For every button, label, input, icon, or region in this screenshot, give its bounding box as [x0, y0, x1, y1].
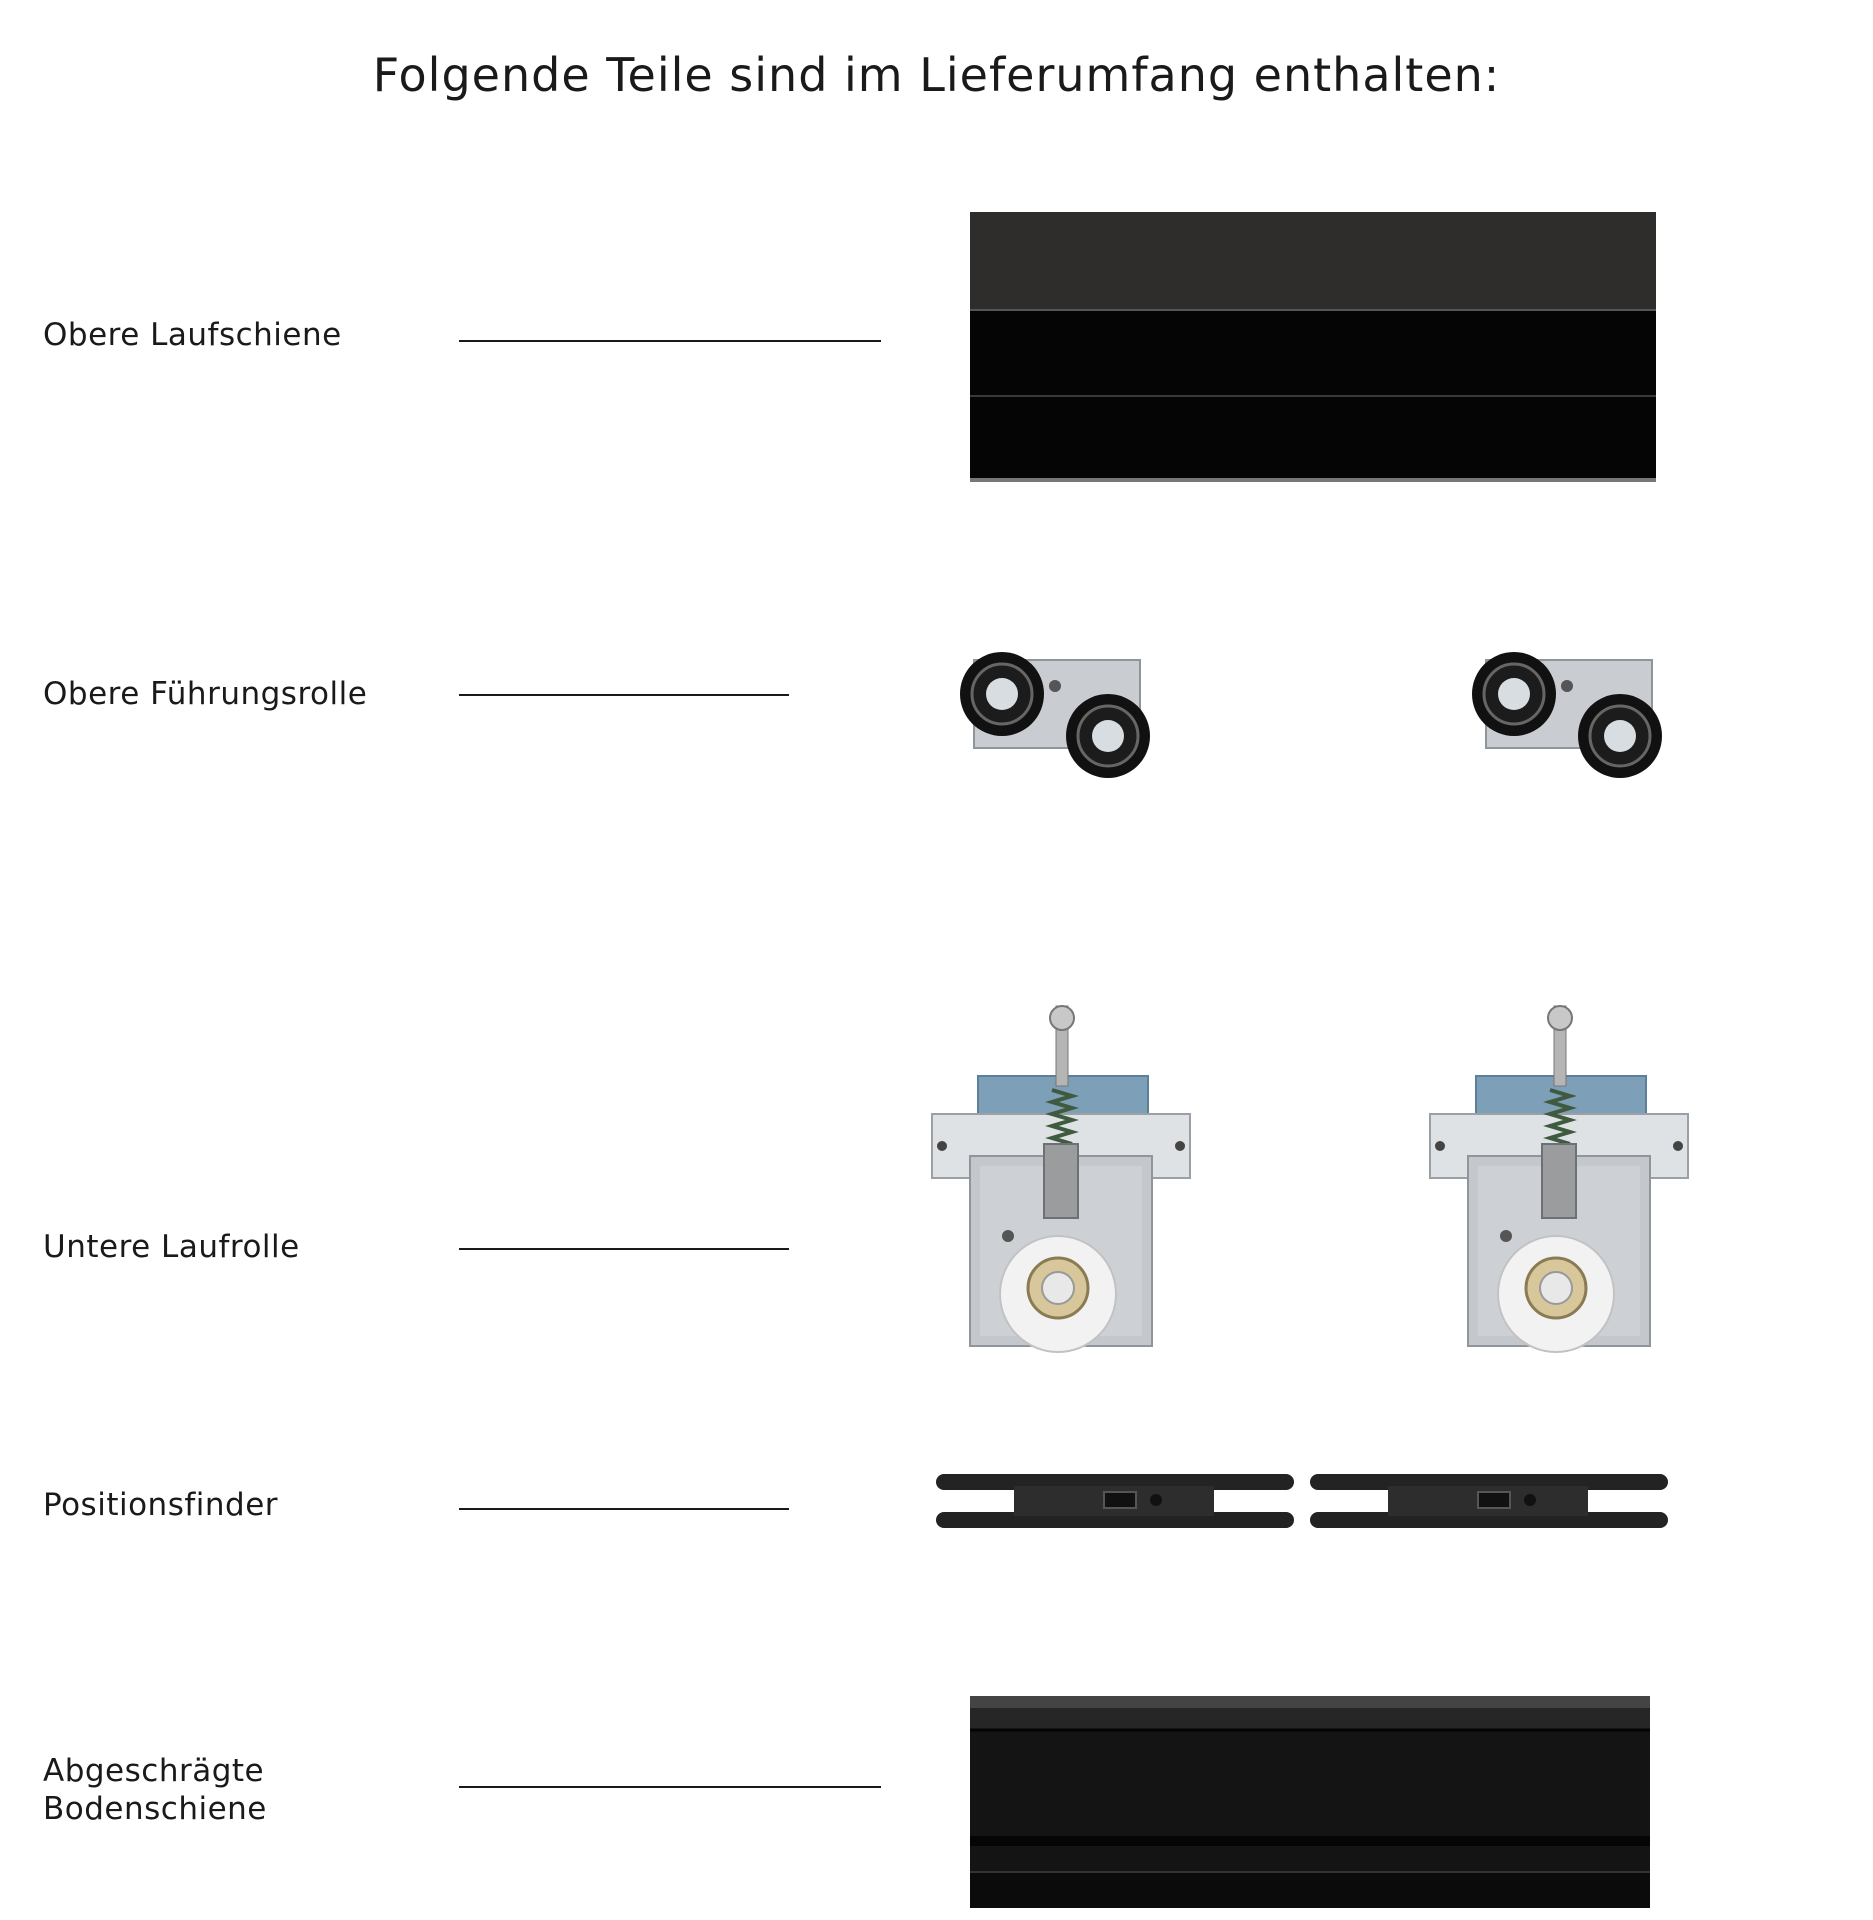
position-finder-image-2 — [1308, 1466, 1670, 1538]
leader-line-position-finder — [459, 1508, 789, 1510]
part-label-upper-guide-roller: Obere Führungsrolle — [43, 676, 368, 712]
part-label-position-finder: Positionsfinder — [43, 1487, 279, 1523]
position-finder-image-1 — [934, 1466, 1296, 1538]
leader-line-bottom-rail — [459, 1786, 881, 1788]
lower-roller-image-1 — [928, 1004, 1194, 1360]
upper-rail-image — [970, 212, 1656, 484]
part-label-upper-rail: Obere Laufschiene — [43, 317, 342, 353]
part-label-bottom-rail-line2: Bodenschiene — [43, 1791, 267, 1827]
leader-line-upper-guide-roller — [459, 694, 789, 696]
part-label-bottom-rail-line1: Abgeschrägte — [43, 1753, 265, 1789]
part-label-bottom-rail — [43, 1752, 267, 1828]
upper-guide-roller-image-2 — [1472, 646, 1668, 782]
leader-line-upper-rail — [459, 340, 881, 342]
bottom-rail-image — [970, 1696, 1650, 1910]
part-label-lower-roller: Untere Laufrolle — [43, 1229, 300, 1265]
upper-guide-roller-image-1 — [960, 646, 1156, 782]
page-title: Folgende Teile sind im Lieferumfang enthalten: — [372, 48, 1501, 102]
leader-line-lower-roller — [459, 1248, 789, 1250]
lower-roller-image-2 — [1426, 1004, 1692, 1360]
